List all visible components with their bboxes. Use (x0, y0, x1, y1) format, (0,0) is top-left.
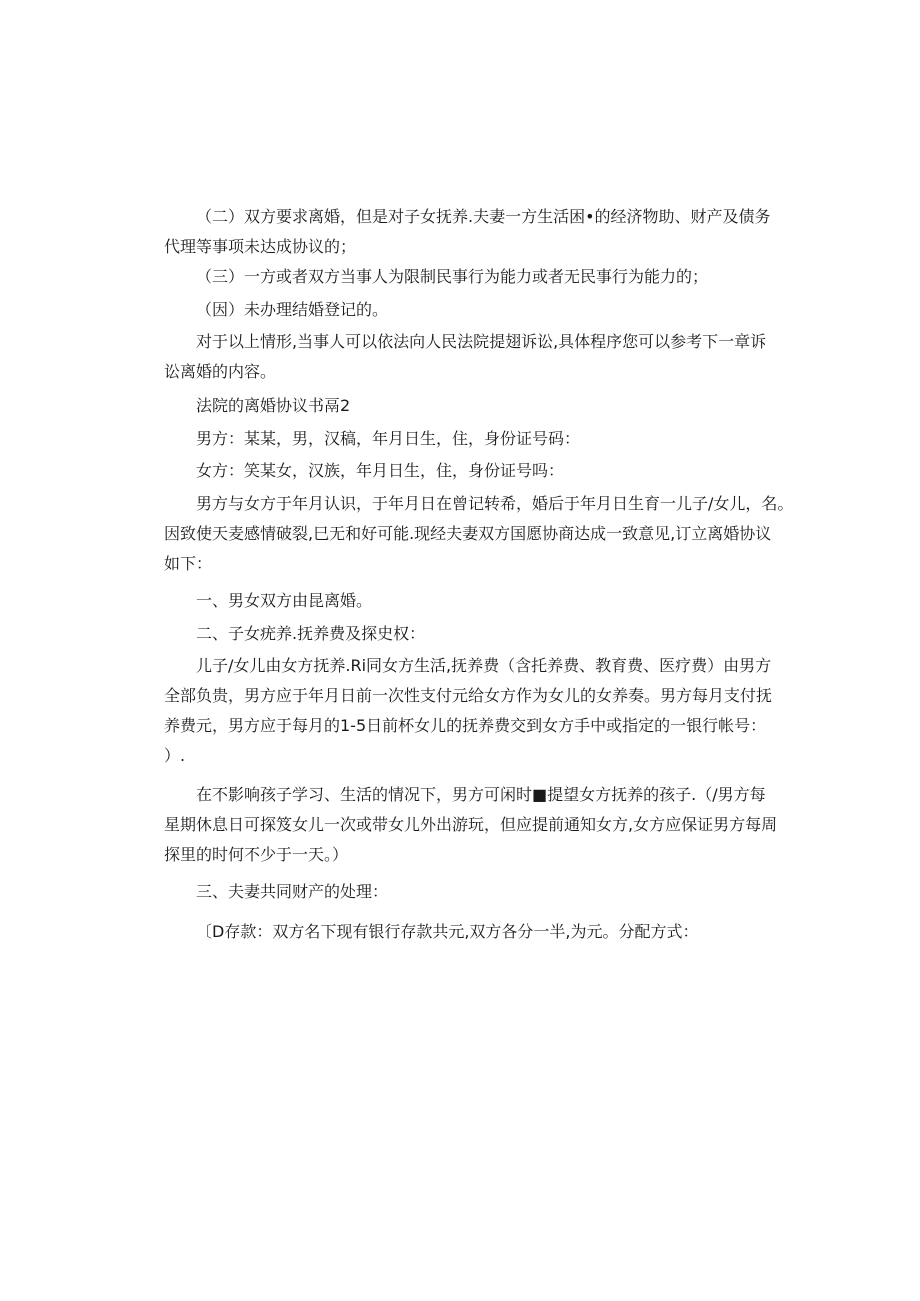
section-heading (164, 391, 754, 421)
text-line: 在不影响孩子学习、生活的情况下，男方可闲时■提望女方抚养的孩子.（/男方每 (196, 785, 766, 804)
text-line: 全部负贵，男方应于年月日前一次性支付元给女方作为女儿的女养奏。男方每月支付抚 (164, 686, 773, 705)
text-line: 一、男女双方由昆离婚。 (196, 591, 373, 610)
paragraph-female-party (164, 456, 754, 486)
text-line: 法院的离婚协议书鬲2 (196, 396, 351, 415)
text-line: 代理等事项未达成协议的； (164, 237, 357, 256)
text-line: 三、夫妻共同财产的处理： (196, 882, 389, 901)
paragraph-deposits (164, 917, 754, 947)
text-line: 养费元，男方应于每月的1-5日前杯女儿的抚养费交到女方手中或指定的一银行帐号： (164, 716, 767, 735)
clause-two-heading (164, 619, 754, 649)
text-line: 〔D存款：双方名下现有银行存款共元,双方各分一半,为元。分配方式： (196, 922, 699, 941)
paragraph-lawsuit-note (164, 327, 767, 387)
clause-one (164, 586, 754, 616)
paragraph-visitation (164, 780, 778, 870)
text-line: 二、子女疣养.抚养费及探史权： (196, 624, 426, 643)
text-line: 如下： (164, 554, 213, 573)
text-line: 男方：某某，男，汉稿，年月日生，住，身份证号码： (196, 429, 581, 448)
paragraph-male-party (164, 424, 754, 454)
text-line: （二）双方要求离婚，但是对子女抚养.夫妻一方生活困•的经济物助、财产及债务 (196, 207, 771, 226)
paragraph-case-three (164, 262, 754, 292)
text-line: 女方：笑某女，汉族，年月日生，住，身份证号吗： (196, 461, 565, 480)
text-line: （因）未办理结婚登记的。 (196, 300, 389, 319)
text-line: 星期休息日可探笈女儿一次或带女儿外出游玩，但应提前通知女方,女方应保证男方每周 (164, 815, 778, 834)
paragraph-custody (164, 651, 773, 771)
text-line: 因致使天麦感情破裂,巳无和好可能.现经夫妻双方国愿协商达成一致意见,订立离婚协议 (164, 524, 772, 543)
paragraph-case-four (164, 295, 754, 325)
text-line: （三）一方或者双方当事人为限制民事行为能力或者无民事行为能力的； (196, 267, 709, 286)
text-line: 讼离婚的内容。 (164, 362, 277, 381)
text-line: ）. (164, 746, 186, 765)
text-line: 探里的时何不少于一天。） (164, 845, 349, 864)
paragraph-case-two (164, 202, 771, 262)
text-line: 男方与女方于年月认识，于年月日在曾记转希，婚后于年月日生育一儿子/女儿，名。 (196, 494, 794, 513)
clause-three-heading (164, 877, 754, 907)
paragraph-background (164, 489, 794, 579)
text-line: 儿子/女儿由女方抚养.Ri同女方生活,抚养费（含托养费、教育费、医疗费）由男方 (196, 656, 772, 675)
text-line: 对于以上情形,当事人可以依法向人民法院提翅诉讼,具体程序您可以参考下一章诉 (196, 332, 767, 351)
